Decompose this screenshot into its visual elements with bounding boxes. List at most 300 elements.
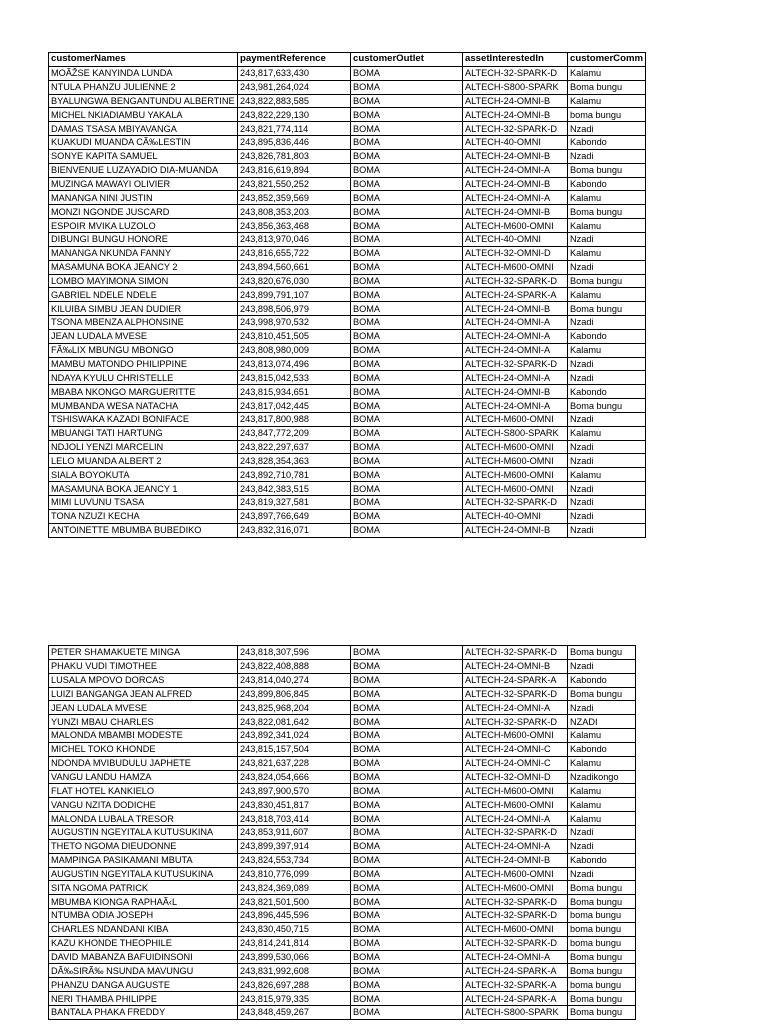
cell-customer-name[interactable]: ESPOIR MVIKA LUZOLO xyxy=(49,219,238,233)
cell-payment-reference[interactable]: 243,814,040,274 xyxy=(238,673,351,687)
cell-payment-reference[interactable]: 243,832,316,071 xyxy=(238,523,351,537)
cell-customer-comm[interactable]: Nzadi xyxy=(568,260,646,274)
cell-customer-name[interactable]: KUAKUDI MUANDA CÃ‰LESTIN xyxy=(49,136,238,150)
cell-customer-comm[interactable]: Kalamu xyxy=(568,343,646,357)
cell-customer-name[interactable]: MUZINGA MAWAYI OLIVIER xyxy=(49,177,238,191)
cell-customer-comm[interactable]: boma bungu xyxy=(568,978,636,992)
cell-customer-outlet[interactable]: BOMA xyxy=(351,177,463,191)
cell-payment-reference[interactable]: 243,808,980,009 xyxy=(238,343,351,357)
cell-asset-interested-in[interactable]: ALTECH-32-SPARK-D xyxy=(463,909,568,923)
header-asset-interested-in[interactable]: assetInterestedIn xyxy=(463,53,568,67)
cell-payment-reference[interactable]: 243,824,369,089 xyxy=(238,881,351,895)
cell-customer-outlet[interactable]: BOMA xyxy=(351,687,463,701)
cell-payment-reference[interactable]: 243,821,774,114 xyxy=(238,122,351,136)
cell-payment-reference[interactable]: 243,894,560,661 xyxy=(238,260,351,274)
cell-customer-outlet[interactable]: BOMA xyxy=(351,426,463,440)
cell-customer-name[interactable]: LUIZI BANGANGA JEAN ALFRED xyxy=(49,687,238,701)
cell-asset-interested-in[interactable]: ALTECH-32-SPARK-D xyxy=(463,936,568,950)
cell-customer-name[interactable]: BANTALA PHAKA FREDDY xyxy=(49,1005,238,1019)
cell-customer-comm[interactable]: Boma bungu xyxy=(568,881,636,895)
cell-customer-name[interactable]: SIALA BOYOKUTA xyxy=(49,468,238,482)
cell-customer-name[interactable]: MAMBU MATONDO PHILIPPINE xyxy=(49,357,238,371)
cell-customer-name[interactable]: MANANGA NKUNDA FANNY xyxy=(49,246,238,260)
cell-customer-comm[interactable]: Boma bungu xyxy=(568,1005,636,1019)
cell-customer-name[interactable]: MBABA NKONGO MARGUERITTE xyxy=(49,385,238,399)
cell-customer-outlet[interactable]: BOMA xyxy=(351,149,463,163)
cell-payment-reference[interactable]: 243,824,553,734 xyxy=(238,853,351,867)
cell-customer-comm[interactable]: Nzadi xyxy=(568,867,636,881)
cell-payment-reference[interactable]: 243,813,970,046 xyxy=(238,232,351,246)
cell-payment-reference[interactable]: 243,824,054,666 xyxy=(238,770,351,784)
cell-payment-reference[interactable]: 243,856,363,468 xyxy=(238,219,351,233)
cell-payment-reference[interactable]: 243,897,766,649 xyxy=(238,509,351,523)
cell-customer-comm[interactable]: Boma bungu xyxy=(568,895,636,909)
cell-payment-reference[interactable]: 243,810,776,099 xyxy=(238,867,351,881)
cell-asset-interested-in[interactable]: ALTECH-M600-OMNI xyxy=(463,784,568,798)
header-customer-comm[interactable]: customerComm xyxy=(568,53,646,67)
cell-asset-interested-in[interactable]: ALTECH-24-OMNI-A xyxy=(463,329,568,343)
cell-asset-interested-in[interactable]: ALTECH-32-SPARK-D xyxy=(463,715,568,729)
cell-asset-interested-in[interactable]: ALTECH-M600-OMNI xyxy=(463,468,568,482)
cell-customer-outlet[interactable]: BOMA xyxy=(351,399,463,413)
cell-customer-name[interactable]: MONZI NGONDE JUSCARD xyxy=(49,205,238,219)
cell-customer-outlet[interactable]: BOMA xyxy=(351,302,463,316)
cell-customer-comm[interactable]: Kabondo xyxy=(568,329,646,343)
cell-customer-comm[interactable]: Nzadi xyxy=(568,496,646,510)
cell-asset-interested-in[interactable]: ALTECH-24-OMNI-A xyxy=(463,399,568,413)
cell-asset-interested-in[interactable]: ALTECH-M600-OMNI xyxy=(463,867,568,881)
cell-asset-interested-in[interactable]: ALTECH-24-SPARK-A xyxy=(463,673,568,687)
cell-asset-interested-in[interactable]: ALTECH-S800-SPARK xyxy=(463,80,568,94)
cell-payment-reference[interactable]: 243,822,081,642 xyxy=(238,715,351,729)
cell-asset-interested-in[interactable]: ALTECH-32-SPARK-D xyxy=(463,646,568,660)
cell-customer-outlet[interactable]: BOMA xyxy=(351,316,463,330)
cell-customer-comm[interactable]: Nzadi xyxy=(568,839,636,853)
cell-customer-outlet[interactable]: BOMA xyxy=(351,523,463,537)
cell-customer-name[interactable]: MUMBANDA WESA NATACHA xyxy=(49,399,238,413)
cell-customer-outlet[interactable]: BOMA xyxy=(351,108,463,122)
cell-customer-name[interactable]: NTULA PHANZU JULIENNE 2 xyxy=(49,80,238,94)
cell-customer-outlet[interactable]: BOMA xyxy=(351,812,463,826)
cell-payment-reference[interactable]: 243,899,791,107 xyxy=(238,288,351,302)
cell-customer-outlet[interactable]: BOMA xyxy=(351,440,463,454)
cell-customer-comm[interactable]: NZADI xyxy=(568,715,636,729)
cell-asset-interested-in[interactable]: ALTECH-24-OMNI-A xyxy=(463,950,568,964)
cell-customer-name[interactable]: NTUMBA ODIA JOSEPH xyxy=(49,909,238,923)
cell-customer-name[interactable]: KILUIBA SIMBU JEAN DUDIER xyxy=(49,302,238,316)
cell-asset-interested-in[interactable]: ALTECH-S800-SPARK xyxy=(463,1005,568,1019)
cell-customer-outlet[interactable]: BOMA xyxy=(351,219,463,233)
cell-customer-comm[interactable]: Nzadi xyxy=(568,440,646,454)
cell-customer-name[interactable]: VANGU LANDU HAMZA xyxy=(49,770,238,784)
cell-customer-name[interactable]: MALONDA MBAMBI MODESTE xyxy=(49,729,238,743)
cell-customer-comm[interactable]: boma bungu xyxy=(568,909,636,923)
cell-customer-outlet[interactable]: BOMA xyxy=(351,66,463,80)
cell-customer-name[interactable]: MICHEL NKIADIAMBU YAKALA xyxy=(49,108,238,122)
cell-customer-name[interactable]: DAVID MABANZA BAFUIDINSONI xyxy=(49,950,238,964)
cell-customer-name[interactable]: GABRIEL NDELE NDELE xyxy=(49,288,238,302)
cell-payment-reference[interactable]: 243,848,459,267 xyxy=(238,1005,351,1019)
cell-customer-outlet[interactable]: BOMA xyxy=(351,496,463,510)
cell-customer-comm[interactable]: Kalamu xyxy=(568,94,646,108)
cell-payment-reference[interactable]: 243,826,781,803 xyxy=(238,149,351,163)
cell-customer-comm[interactable]: Nzadi xyxy=(568,232,646,246)
cell-customer-outlet[interactable]: BOMA xyxy=(351,122,463,136)
cell-asset-interested-in[interactable]: ALTECH-32-SPARK-D xyxy=(463,66,568,80)
cell-customer-name[interactable]: PHAKU VUDI TIMOTHEE xyxy=(49,659,238,673)
cell-asset-interested-in[interactable]: ALTECH-32-SPARK-A xyxy=(463,978,568,992)
cell-customer-name[interactable]: SITA NGOMA PATRICK xyxy=(49,881,238,895)
cell-payment-reference[interactable]: 243,808,353,203 xyxy=(238,205,351,219)
cell-asset-interested-in[interactable]: ALTECH-M600-OMNI xyxy=(463,729,568,743)
cell-asset-interested-in[interactable]: ALTECH-24-OMNI-B xyxy=(463,205,568,219)
cell-customer-outlet[interactable]: BOMA xyxy=(351,482,463,496)
cell-customer-name[interactable]: LELO MUANDA ALBERT 2 xyxy=(49,454,238,468)
cell-customer-outlet[interactable]: BOMA xyxy=(351,163,463,177)
cell-customer-name[interactable]: MIMI LUVUNU TSASA xyxy=(49,496,238,510)
cell-payment-reference[interactable]: 243,896,445,596 xyxy=(238,909,351,923)
cell-payment-reference[interactable]: 243,892,341,024 xyxy=(238,729,351,743)
cell-customer-outlet[interactable]: BOMA xyxy=(351,385,463,399)
cell-asset-interested-in[interactable]: ALTECH-32-SPARK-D xyxy=(463,825,568,839)
cell-customer-comm[interactable]: Boma bungu xyxy=(568,687,636,701)
cell-asset-interested-in[interactable]: ALTECH-32-SPARK-D xyxy=(463,895,568,909)
cell-customer-name[interactable]: MAMPINGA PASIKAMANI MBUTA xyxy=(49,853,238,867)
cell-customer-outlet[interactable]: BOMA xyxy=(351,756,463,770)
cell-customer-outlet[interactable]: BOMA xyxy=(351,343,463,357)
cell-asset-interested-in[interactable]: ALTECH-24-OMNI-A xyxy=(463,371,568,385)
cell-customer-name[interactable]: JEAN LUDALA MVESE xyxy=(49,329,238,343)
cell-customer-outlet[interactable]: BOMA xyxy=(351,94,463,108)
cell-customer-comm[interactable]: Kabondo xyxy=(568,742,636,756)
cell-customer-name[interactable]: MANANGA NINI JUSTIN xyxy=(49,191,238,205)
cell-customer-comm[interactable]: Kalamu xyxy=(568,784,636,798)
cell-customer-comm[interactable]: Kabondo xyxy=(568,136,646,150)
cell-customer-comm[interactable]: Kalamu xyxy=(568,219,646,233)
cell-payment-reference[interactable]: 243,821,501,500 xyxy=(238,895,351,909)
cell-payment-reference[interactable]: 243,819,327,581 xyxy=(238,496,351,510)
cell-asset-interested-in[interactable]: ALTECH-32-SPARK-D xyxy=(463,496,568,510)
cell-payment-reference[interactable]: 243,830,450,715 xyxy=(238,922,351,936)
cell-payment-reference[interactable]: 243,828,354,363 xyxy=(238,454,351,468)
cell-asset-interested-in[interactable]: ALTECH-32-SPARK-D xyxy=(463,122,568,136)
cell-customer-comm[interactable]: Boma bungu xyxy=(568,646,636,660)
cell-asset-interested-in[interactable]: ALTECH-24-OMNI-A xyxy=(463,812,568,826)
cell-customer-outlet[interactable]: BOMA xyxy=(351,867,463,881)
cell-customer-outlet[interactable]: BOMA xyxy=(351,839,463,853)
cell-payment-reference[interactable]: 243,822,297,637 xyxy=(238,440,351,454)
header-payment-reference[interactable]: paymentReference xyxy=(238,53,351,67)
cell-asset-interested-in[interactable]: ALTECH-32-SPARK-D xyxy=(463,357,568,371)
cell-customer-name[interactable]: MBUANGI TATI HARTUNG xyxy=(49,426,238,440)
cell-customer-comm[interactable]: Nzadi xyxy=(568,357,646,371)
cell-payment-reference[interactable]: 243,822,229,130 xyxy=(238,108,351,122)
cell-customer-comm[interactable]: Boma bungu xyxy=(568,205,646,219)
cell-asset-interested-in[interactable]: ALTECH-24-OMNI-B xyxy=(463,853,568,867)
cell-customer-outlet[interactable]: BOMA xyxy=(351,136,463,150)
cell-payment-reference[interactable]: 243,895,836,446 xyxy=(238,136,351,150)
cell-customer-comm[interactable]: Nzadi xyxy=(568,149,646,163)
header-customer-outlet[interactable]: customerOutlet xyxy=(351,53,463,67)
cell-customer-comm[interactable]: Boma bungu xyxy=(568,992,636,1006)
cell-customer-name[interactable]: THETO NGOMA DIEUDONNE xyxy=(49,839,238,853)
cell-customer-comm[interactable]: Kalamu xyxy=(568,66,646,80)
cell-customer-comm[interactable]: Boma bungu xyxy=(568,399,646,413)
cell-customer-outlet[interactable]: BOMA xyxy=(351,853,463,867)
cell-customer-outlet[interactable]: BOMA xyxy=(351,715,463,729)
cell-customer-name[interactable]: TSONA MBENZA ALPHONSINE xyxy=(49,316,238,330)
cell-payment-reference[interactable]: 243,815,934,651 xyxy=(238,385,351,399)
cell-customer-comm[interactable]: Nzadi xyxy=(568,825,636,839)
cell-customer-outlet[interactable]: BOMA xyxy=(351,659,463,673)
cell-payment-reference[interactable]: 243,899,530,066 xyxy=(238,950,351,964)
cell-customer-name[interactable]: VANGU NZITA DODICHE xyxy=(49,798,238,812)
cell-asset-interested-in[interactable]: ALTECH-M600-OMNI xyxy=(463,260,568,274)
cell-customer-comm[interactable]: Boma bungu xyxy=(568,80,646,94)
cell-customer-outlet[interactable]: BOMA xyxy=(351,509,463,523)
cell-customer-outlet[interactable]: BOMA xyxy=(351,412,463,426)
cell-customer-outlet[interactable]: BOMA xyxy=(351,909,463,923)
cell-customer-outlet[interactable]: BOMA xyxy=(351,784,463,798)
cell-payment-reference[interactable]: 243,853,911,607 xyxy=(238,825,351,839)
cell-customer-name[interactable]: AUGUSTIN NGEYITALA KUTUSUKINA xyxy=(49,867,238,881)
cell-customer-comm[interactable]: Kalamu xyxy=(568,191,646,205)
cell-customer-name[interactable]: ANTOINETTE MBUMBA BUBEDIKO xyxy=(49,523,238,537)
cell-customer-comm[interactable]: Nzadi xyxy=(568,509,646,523)
cell-customer-comm[interactable]: Boma bungu xyxy=(568,950,636,964)
cell-customer-comm[interactable]: boma bungu xyxy=(568,936,636,950)
cell-asset-interested-in[interactable]: ALTECH-M600-OMNI xyxy=(463,922,568,936)
cell-payment-reference[interactable]: 243,821,637,228 xyxy=(238,756,351,770)
cell-asset-interested-in[interactable]: ALTECH-M600-OMNI xyxy=(463,881,568,895)
cell-customer-comm[interactable]: Nzadikongo xyxy=(568,770,636,784)
cell-customer-name[interactable]: TONA NZUZI KECHA xyxy=(49,509,238,523)
cell-customer-comm[interactable]: Kalamu xyxy=(568,756,636,770)
cell-customer-name[interactable]: MOÃŽSE KANYINDA LUNDA xyxy=(49,66,238,80)
cell-customer-comm[interactable]: Boma bungu xyxy=(568,302,646,316)
cell-asset-interested-in[interactable]: ALTECH-24-OMNI-B xyxy=(463,149,568,163)
cell-asset-interested-in[interactable]: ALTECH-S800-SPARK xyxy=(463,426,568,440)
cell-payment-reference[interactable]: 243,825,968,204 xyxy=(238,701,351,715)
cell-customer-outlet[interactable]: BOMA xyxy=(351,357,463,371)
cell-asset-interested-in[interactable]: ALTECH-24-OMNI-B xyxy=(463,177,568,191)
cell-customer-outlet[interactable]: BOMA xyxy=(351,825,463,839)
cell-payment-reference[interactable]: 243,847,772,209 xyxy=(238,426,351,440)
cell-asset-interested-in[interactable]: ALTECH-40-OMNI xyxy=(463,136,568,150)
cell-customer-name[interactable]: PHANZU DANGA AUGUSTE xyxy=(49,978,238,992)
cell-customer-comm[interactable]: Nzadi xyxy=(568,482,646,496)
cell-customer-outlet[interactable]: BOMA xyxy=(351,895,463,909)
cell-payment-reference[interactable]: 243,830,451,817 xyxy=(238,798,351,812)
cell-asset-interested-in[interactable]: ALTECH-24-OMNI-B xyxy=(463,302,568,316)
cell-customer-comm[interactable]: Boma bungu xyxy=(568,163,646,177)
cell-customer-outlet[interactable]: BOMA xyxy=(351,701,463,715)
cell-customer-name[interactable]: FLAT HOTEL KANKIELO xyxy=(49,784,238,798)
cell-customer-comm[interactable]: boma bungu xyxy=(568,922,636,936)
cell-customer-comm[interactable]: Nzadi xyxy=(568,316,646,330)
cell-customer-comm[interactable]: Nzadi xyxy=(568,701,636,715)
cell-customer-outlet[interactable]: BOMA xyxy=(351,80,463,94)
cell-asset-interested-in[interactable]: ALTECH-32-SPARK-D xyxy=(463,274,568,288)
cell-customer-name[interactable]: MALONDA LUBALA TRESOR xyxy=(49,812,238,826)
cell-customer-outlet[interactable]: BOMA xyxy=(351,992,463,1006)
cell-customer-comm[interactable]: Nzadi xyxy=(568,523,646,537)
cell-customer-comm[interactable]: boma bungu xyxy=(568,108,646,122)
cell-payment-reference[interactable]: 243,822,883,585 xyxy=(238,94,351,108)
cell-payment-reference[interactable]: 243,818,703,414 xyxy=(238,812,351,826)
cell-customer-outlet[interactable]: BOMA xyxy=(351,454,463,468)
cell-customer-comm[interactable]: Kalamu xyxy=(568,798,636,812)
cell-asset-interested-in[interactable]: ALTECH-24-OMNI-B xyxy=(463,385,568,399)
cell-customer-outlet[interactable]: BOMA xyxy=(351,673,463,687)
cell-customer-comm[interactable]: Nzadi xyxy=(568,659,636,673)
cell-payment-reference[interactable]: 243,814,241,814 xyxy=(238,936,351,950)
cell-asset-interested-in[interactable]: ALTECH-M600-OMNI xyxy=(463,482,568,496)
cell-asset-interested-in[interactable]: ALTECH-32-SPARK-D xyxy=(463,687,568,701)
cell-asset-interested-in[interactable]: ALTECH-24-OMNI-A xyxy=(463,701,568,715)
cell-customer-name[interactable]: FÃ‰LIX MBUNGU MBONGO xyxy=(49,343,238,357)
cell-customer-name[interactable]: BYALUNGWA BENGANTUNDU ALBERTINE xyxy=(49,94,238,108)
cell-customer-name[interactable]: JEAN LUDALA MVESE xyxy=(49,701,238,715)
cell-customer-comm[interactable]: Kalamu xyxy=(568,729,636,743)
cell-asset-interested-in[interactable]: ALTECH-24-OMNI-C xyxy=(463,742,568,756)
cell-customer-name[interactable]: DAMAS TSASA MBIYAVANGA xyxy=(49,122,238,136)
cell-asset-interested-in[interactable]: ALTECH-24-OMNI-A xyxy=(463,316,568,330)
cell-asset-interested-in[interactable]: ALTECH-24-SPARK-A xyxy=(463,964,568,978)
cell-payment-reference[interactable]: 243,852,359,569 xyxy=(238,191,351,205)
cell-payment-reference[interactable]: 243,810,451,505 xyxy=(238,329,351,343)
cell-customer-outlet[interactable]: BOMA xyxy=(351,729,463,743)
cell-customer-comm[interactable]: Boma bungu xyxy=(568,964,636,978)
cell-payment-reference[interactable]: 243,815,157,504 xyxy=(238,742,351,756)
cell-customer-outlet[interactable]: BOMA xyxy=(351,288,463,302)
cell-payment-reference[interactable]: 243,821,550,252 xyxy=(238,177,351,191)
cell-customer-outlet[interactable]: BOMA xyxy=(351,770,463,784)
cell-payment-reference[interactable]: 243,899,397,914 xyxy=(238,839,351,853)
cell-customer-outlet[interactable]: BOMA xyxy=(351,964,463,978)
cell-customer-outlet[interactable]: BOMA xyxy=(351,936,463,950)
cell-customer-comm[interactable]: Nzadi xyxy=(568,371,646,385)
cell-customer-name[interactable]: NDONDA MVIBUDULU JAPHETE xyxy=(49,756,238,770)
cell-asset-interested-in[interactable]: ALTECH-24-OMNI-A xyxy=(463,839,568,853)
cell-customer-name[interactable]: DÃ‰SIRÃ‰ NSUNDA MAVUNGU xyxy=(49,964,238,978)
cell-customer-comm[interactable]: Kabondo xyxy=(568,853,636,867)
cell-customer-outlet[interactable]: BOMA xyxy=(351,978,463,992)
cell-customer-name[interactable]: NDJOLI YENZI MARCELIN xyxy=(49,440,238,454)
cell-payment-reference[interactable]: 243,818,307,596 xyxy=(238,646,351,660)
cell-customer-comm[interactable]: Kalamu xyxy=(568,288,646,302)
cell-asset-interested-in[interactable]: ALTECH-40-OMNI xyxy=(463,509,568,523)
cell-asset-interested-in[interactable]: ALTECH-24-OMNI-A xyxy=(463,163,568,177)
cell-customer-name[interactable]: CHARLES NDANDANI KIBA xyxy=(49,922,238,936)
cell-payment-reference[interactable]: 243,898,506,979 xyxy=(238,302,351,316)
cell-payment-reference[interactable]: 243,998,970,532 xyxy=(238,316,351,330)
cell-customer-comm[interactable]: Boma bungu xyxy=(568,274,646,288)
cell-payment-reference[interactable]: 243,813,074,496 xyxy=(238,357,351,371)
cell-customer-comm[interactable]: Nzadi xyxy=(568,122,646,136)
cell-payment-reference[interactable]: 243,822,408,888 xyxy=(238,659,351,673)
cell-customer-name[interactable]: PETER SHAMAKUETE MINGA xyxy=(49,646,238,660)
cell-customer-outlet[interactable]: BOMA xyxy=(351,881,463,895)
cell-payment-reference[interactable]: 243,817,633,430 xyxy=(238,66,351,80)
cell-customer-outlet[interactable]: BOMA xyxy=(351,798,463,812)
cell-customer-name[interactable]: MASAMUNA BOKA JEANCY 2 xyxy=(49,260,238,274)
cell-customer-outlet[interactable]: BOMA xyxy=(351,260,463,274)
cell-customer-name[interactable]: BIENVENUE LUZAYADIO DIA-MUANDA xyxy=(49,163,238,177)
cell-asset-interested-in[interactable]: ALTECH-M600-OMNI xyxy=(463,454,568,468)
cell-customer-name[interactable]: YUNZI MBAU CHARLES xyxy=(49,715,238,729)
cell-asset-interested-in[interactable]: ALTECH-32-OMNI-D xyxy=(463,246,568,260)
cell-payment-reference[interactable]: 243,899,806,845 xyxy=(238,687,351,701)
cell-customer-outlet[interactable]: BOMA xyxy=(351,371,463,385)
cell-payment-reference[interactable]: 243,817,800,988 xyxy=(238,412,351,426)
cell-payment-reference[interactable]: 243,820,676,030 xyxy=(238,274,351,288)
cell-customer-outlet[interactable]: BOMA xyxy=(351,191,463,205)
cell-asset-interested-in[interactable]: ALTECH-M600-OMNI xyxy=(463,798,568,812)
cell-customer-outlet[interactable]: BOMA xyxy=(351,646,463,660)
cell-asset-interested-in[interactable]: ALTECH-24-OMNI-B xyxy=(463,659,568,673)
cell-payment-reference[interactable]: 243,826,697,288 xyxy=(238,978,351,992)
cell-customer-comm[interactable]: Kalamu xyxy=(568,426,646,440)
cell-customer-name[interactable]: DIBUNGI BUNGU HONORE xyxy=(49,232,238,246)
cell-customer-comm[interactable]: Kabondo xyxy=(568,177,646,191)
cell-customer-name[interactable]: KAZU KHONDE THEOPHILE xyxy=(49,936,238,950)
cell-customer-comm[interactable]: Kabondo xyxy=(568,385,646,399)
cell-payment-reference[interactable]: 243,892,710,781 xyxy=(238,468,351,482)
cell-customer-name[interactable]: LUSALA MPOVO DORCAS xyxy=(49,673,238,687)
cell-customer-comm[interactable]: Kabondo xyxy=(568,673,636,687)
cell-customer-name[interactable]: AUGUSTIN NGEYITALA KUTUSUKINA xyxy=(49,825,238,839)
cell-customer-comm[interactable]: Nzadi xyxy=(568,454,646,468)
cell-customer-name[interactable]: LOMBO MAYIMONA SIMON xyxy=(49,274,238,288)
cell-asset-interested-in[interactable]: ALTECH-M600-OMNI xyxy=(463,412,568,426)
cell-payment-reference[interactable]: 243,842,383,515 xyxy=(238,482,351,496)
cell-asset-interested-in[interactable]: ALTECH-40-OMNI xyxy=(463,232,568,246)
header-customer-names[interactable]: customerNames xyxy=(49,53,238,67)
cell-asset-interested-in[interactable]: ALTECH-24-SPARK-A xyxy=(463,288,568,302)
cell-customer-outlet[interactable]: BOMA xyxy=(351,329,463,343)
cell-customer-name[interactable]: NDAYA KYULU CHRISTELLE xyxy=(49,371,238,385)
cell-asset-interested-in[interactable]: ALTECH-24-OMNI-A xyxy=(463,343,568,357)
cell-customer-name[interactable]: MASAMUNA BOKA JEANCY 1 xyxy=(49,482,238,496)
cell-asset-interested-in[interactable]: ALTECH-M600-OMNI xyxy=(463,440,568,454)
cell-customer-outlet[interactable]: BOMA xyxy=(351,922,463,936)
cell-customer-name[interactable]: NERI THAMBA PHILIPPE xyxy=(49,992,238,1006)
cell-customer-name[interactable]: SONYE KAPITA SAMUEL xyxy=(49,149,238,163)
cell-customer-comm[interactable]: Kalamu xyxy=(568,246,646,260)
cell-customer-outlet[interactable]: BOMA xyxy=(351,274,463,288)
cell-payment-reference[interactable]: 243,816,655,722 xyxy=(238,246,351,260)
cell-customer-outlet[interactable]: BOMA xyxy=(351,205,463,219)
cell-payment-reference[interactable]: 243,897,900,570 xyxy=(238,784,351,798)
cell-customer-name[interactable]: TSHISWAKA KAZADI BONIFACE xyxy=(49,412,238,426)
cell-customer-comm[interactable]: Kalamu xyxy=(568,468,646,482)
cell-customer-outlet[interactable]: BOMA xyxy=(351,742,463,756)
cell-asset-interested-in[interactable]: ALTECH-24-SPARK-A xyxy=(463,992,568,1006)
cell-asset-interested-in[interactable]: ALTECH-24-OMNI-C xyxy=(463,756,568,770)
cell-asset-interested-in[interactable]: ALTECH-M600-OMNI xyxy=(463,219,568,233)
cell-asset-interested-in[interactable]: ALTECH-32-OMNI-D xyxy=(463,770,568,784)
cell-asset-interested-in[interactable]: ALTECH-24-OMNI-B xyxy=(463,523,568,537)
cell-customer-outlet[interactable]: BOMA xyxy=(351,246,463,260)
cell-asset-interested-in[interactable]: ALTECH-24-OMNI-A xyxy=(463,191,568,205)
cell-payment-reference[interactable]: 243,981,264,024 xyxy=(238,80,351,94)
cell-payment-reference[interactable]: 243,815,979,335 xyxy=(238,992,351,1006)
cell-customer-outlet[interactable]: BOMA xyxy=(351,468,463,482)
cell-payment-reference[interactable]: 243,817,042,445 xyxy=(238,399,351,413)
cell-customer-comm[interactable]: Kalamu xyxy=(568,812,636,826)
cell-asset-interested-in[interactable]: ALTECH-24-OMNI-B xyxy=(463,94,568,108)
